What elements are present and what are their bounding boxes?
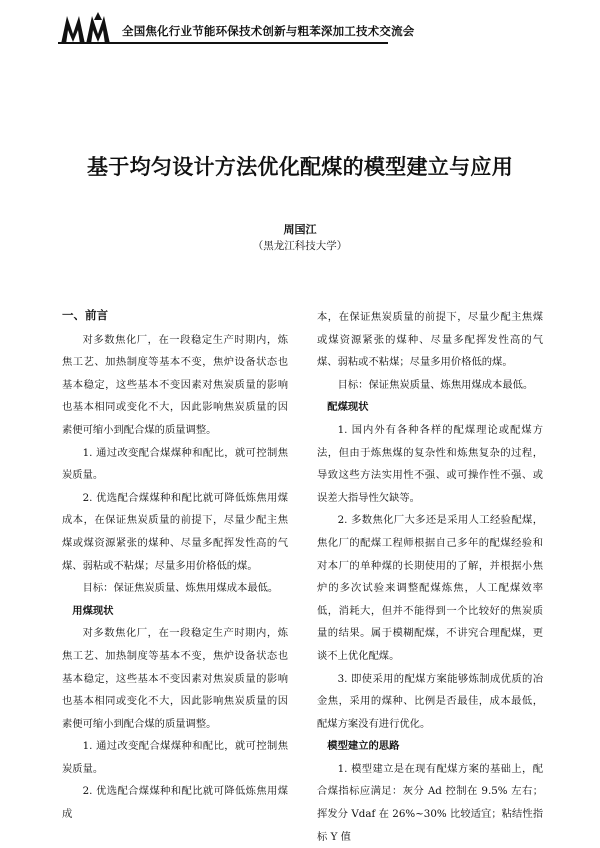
paragraph: 1. 通过改变配合煤煤种和配比，就可控制焦炭质量。: [62, 740, 288, 775]
subheading-coal-status: 用煤现状: [72, 604, 114, 617]
right-column: [317, 306, 543, 848]
paragraph: 目标：保证焦炭质量、炼焦用煤成本最低。: [82, 582, 279, 595]
paragraph: 目标：保证焦炭质量、炼焦用煤成本最低。: [337, 378, 534, 391]
paragraph: 3. 即使采用的配煤方案能够炼制成优质的冶金焦，采用的煤种、比例是否最佳，成本最低，配煤方案没有进行优化。: [317, 672, 543, 730]
left-column: [62, 304, 288, 826]
paragraph: 1. 模型建立是在现有配煤方案的基础上，配合煤指标应满足：灰分 Ad 控制在 9.5% 左右；挥发分 Vdaf 在 26%~30% 比较适宜；粘结性指标 Y 值: [317, 762, 543, 843]
subheading-blending-status: 配煤现状: [327, 401, 369, 414]
paragraph: 对多数焦化厂，在一段稳定生产时期内，炼焦工艺、加热制度等基本不变，焦炉设备状态也基本稳定，这些基本不变因素对焦炭质量的影响也基本相同或变化不大，因此影响焦炭质量的因素便可缩小到配合煤的质量调整。: [62, 627, 288, 730]
paragraph: 本，在保证焦炭质量的前提下，尽量少配主焦煤或煤资源紧张的煤种、尽量多配挥发性高的气煤、弱粘或不粘煤；尽量多用价格低的煤。: [317, 311, 543, 369]
header-rule: [58, 42, 388, 44]
conference-logo-icon: [58, 10, 116, 50]
paper-title: 基于均匀设计方法优化配煤的模型建立与应用: [87, 155, 513, 179]
subheading-model-approach: 模型建立的思路: [327, 740, 400, 753]
paragraph: 2. 优选配合煤煤种和配比就可降低炼焦用煤成本，在保证焦炭质量的前提下，尽量少配主焦煤或煤资源紧张的煤种、尽量多配挥发性高的气煤、弱粘或不粘煤；尽量多用价格低的煤。: [62, 491, 288, 572]
author-affiliation: （黑龙江科技大学）: [252, 240, 348, 252]
conference-name: 全国焦化行业节能环保技术创新与粗苯深加工技术交流会: [122, 24, 415, 38]
author-name: 周国江: [283, 223, 317, 236]
paragraph: 2. 多数焦化厂大多还是采用人工经验配煤，焦化厂的配煤工程师根据自己多年的配煤经验和对本厂的单种煤的长期使用的了解，并根据小焦炉的多次试验来调整配煤炼焦，人工配煤效率低，消耗大，但并不能得到一个比较好的焦炭质量的结果。属于模糊配煤，不讲究合理配煤，更谈不上优化配煤。: [317, 514, 543, 662]
paragraph: 2. 优选配合煤煤种和配比就可降低炼焦用煤成: [62, 785, 288, 821]
section-heading-intro: 一、前言: [62, 308, 108, 322]
paragraph: 1. 通过改变配合煤煤种和配比，就可控制焦炭质量。: [62, 446, 288, 482]
paragraph: 对多数焦化厂，在一段稳定生产时期内，炼焦工艺、加热制度等基本不变，焦炉设备状态也基本稳定，这些基本不变因素对焦炭质量的影响也基本相同或变化不大，因此影响焦炭质量的因素便可缩小到配合煤的质量调整。: [62, 333, 288, 436]
page-header: [58, 10, 558, 50]
paragraph: 1. 国内外有各种各样的配煤理论或配煤方法，但由于炼焦煤的复杂性和炼焦复杂的过程，导致这些方法实用性不强、或可操作性不强、或误差大指导性欠缺等。: [317, 423, 543, 504]
